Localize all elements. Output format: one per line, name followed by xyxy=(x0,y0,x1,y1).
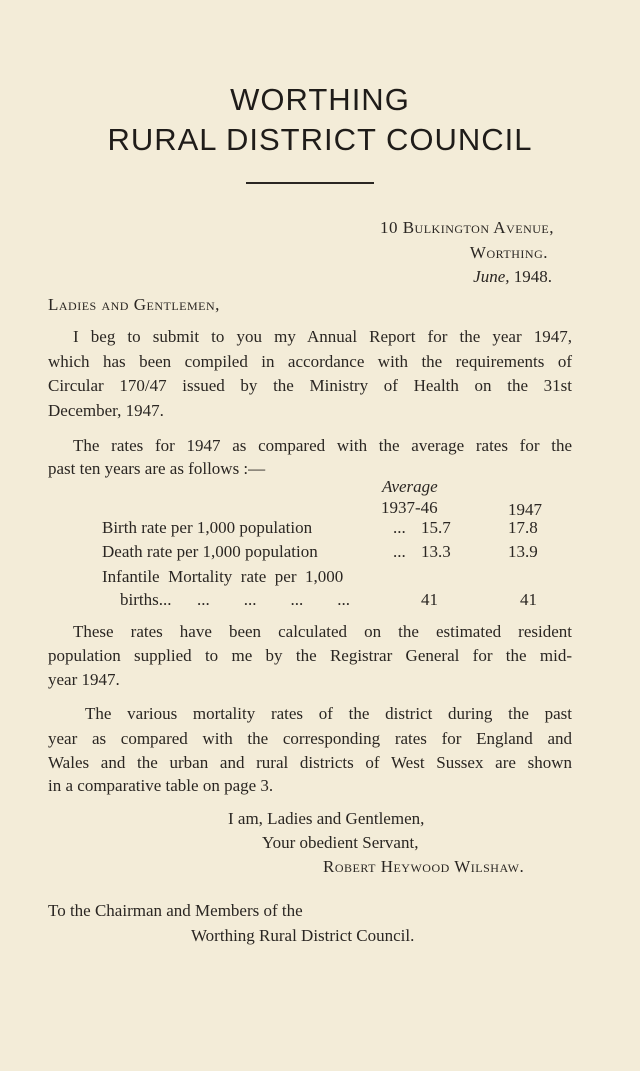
title-divider xyxy=(246,182,374,184)
table-header-1947: 1947 xyxy=(508,500,542,519)
table-row-average: 41 xyxy=(421,590,438,609)
table-row-label: Infantile Mortality rate per 1,000 xyxy=(102,567,344,586)
para2-line-2: past ten years are as follows :— xyxy=(48,459,266,478)
table-row-label: Death rate per 1,000 population xyxy=(102,542,318,561)
closing-line-1: I am, Ladies and Gentlemen, xyxy=(228,809,425,828)
table-row-average: 13.3 xyxy=(421,542,451,561)
table-header-years: 1937-46 xyxy=(381,498,438,517)
date-year: 1948. xyxy=(513,267,552,286)
para1-line-4: December, 1947. xyxy=(48,401,164,420)
address-line-2: Worthing. xyxy=(469,243,548,262)
para1-line-3: Circular 170/47 issued by the Ministry of Health on the 31st xyxy=(48,376,572,395)
address-date xyxy=(473,265,552,289)
table-row-current: 41 xyxy=(520,590,537,609)
para4-line-2: year as compared with the corresponding rates for England and xyxy=(48,729,572,748)
table-row-leader: ... xyxy=(393,518,406,537)
footer-line-2: Worthing Rural District Council. xyxy=(191,926,415,945)
table-row-label-cont: births... xyxy=(120,590,172,609)
para1-line-2: which has been compiled in accordance with the requirements of xyxy=(48,352,572,371)
table-row-current: 13.9 xyxy=(508,542,538,561)
salutation: Ladies and Gentlemen, xyxy=(48,295,220,314)
address-line-1: 10 Bulkington Avenue, xyxy=(379,218,554,237)
table-row-average: 15.7 xyxy=(421,518,451,537)
closing-line-2: Your obedient Servant, xyxy=(262,833,419,852)
footer-line-1: To the Chairman and Members of the xyxy=(48,901,303,920)
title-line-2: RURAL DISTRICT COUNCIL xyxy=(107,122,533,157)
table-header-average: Average xyxy=(382,477,438,496)
para4-line-1: The various mortality rates of the district during the past xyxy=(85,704,572,723)
para4-line-4: in a comparative table on page 3. xyxy=(48,776,274,795)
table-row-leader: ... xyxy=(393,542,406,561)
date-month: June, xyxy=(473,267,510,286)
para3-line-2: population supplied to me by the Registrar General for the mid- xyxy=(48,646,572,665)
para3-line-1: These rates have been calculated on the estimated resident xyxy=(73,622,572,641)
table-row-label: Birth rate per 1,000 population xyxy=(102,518,313,537)
para3-line-3: year 1947. xyxy=(48,670,120,689)
para4-line-3: Wales and the urban and rural districts of West Sussex are shown xyxy=(48,753,572,772)
para2-line-1: The rates for 1947 as compared with the average rates for the xyxy=(73,436,572,455)
signature: Robert Heywood Wilshaw. xyxy=(323,857,525,876)
para1-line-1: I beg to submit to you my Annual Report for the year 1947, xyxy=(73,327,572,346)
title-line-1: WORTHING xyxy=(230,82,410,117)
table-row-leader: ... ... ... ... xyxy=(197,590,350,609)
table-row-current: 17.8 xyxy=(508,518,538,537)
